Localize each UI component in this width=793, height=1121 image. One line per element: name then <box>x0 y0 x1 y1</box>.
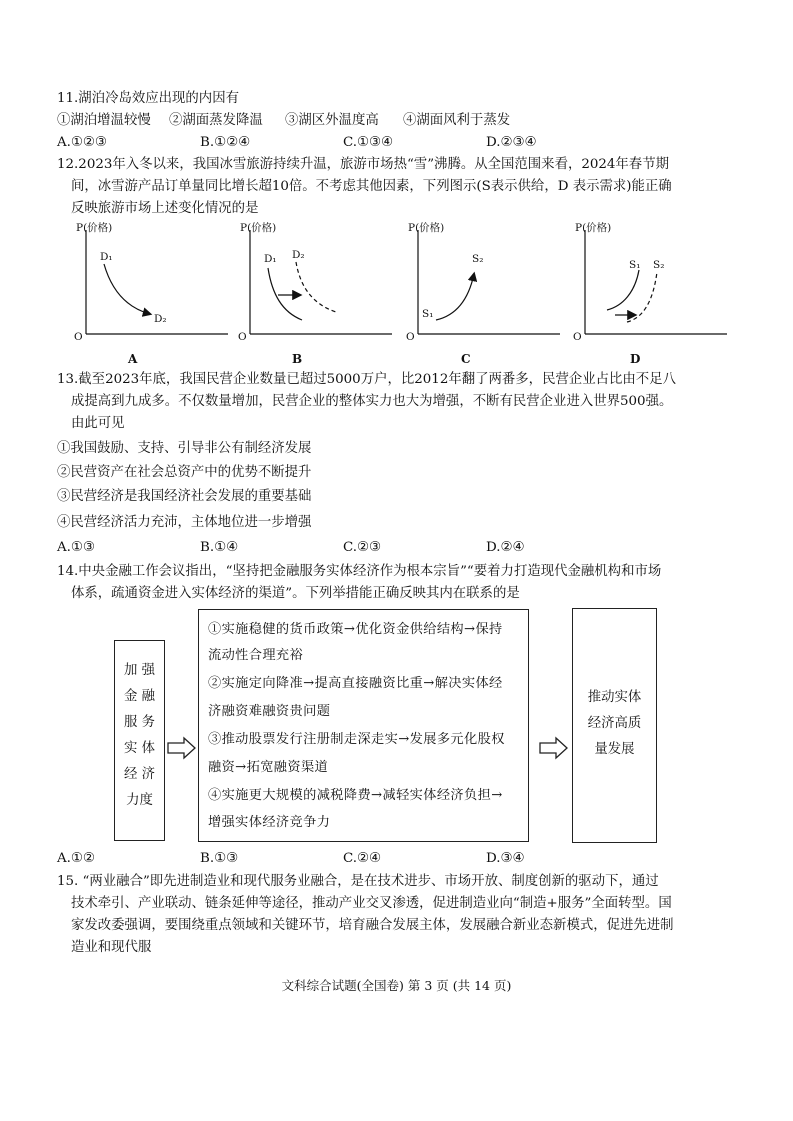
q14-right-box-line-3: 量发展 <box>594 742 635 757</box>
graph-b-y-label: P(价格) <box>240 222 277 234</box>
q11-option-d[interactable]: D.②③④ <box>486 135 537 150</box>
q14-left-box-line-1: 加 强 <box>123 663 156 678</box>
q14-left-box <box>114 640 165 841</box>
q13-stem-line-2: 成提高到九成多。不仅数量增加，民营企业的整体实力也大为增强，不断有民营企业进入世界500强。 <box>71 394 673 409</box>
graph-c[interactable] <box>400 222 565 357</box>
q11-item-3: ③湖区外温度高 <box>285 113 379 128</box>
graph-c-label: C <box>461 352 471 366</box>
q15-stem-line-3: 家发改委强调，要围绕重点领域和关键环节，培育融合发展主体，发展融合新业态新模式，促进先进制 <box>71 918 674 933</box>
q14-step-2b: 济融资难融资贵问题 <box>208 704 331 719</box>
q13-option-a[interactable]: A.①③ <box>57 540 95 555</box>
page-footer: 文科综合试题(全国卷) 第 3 页 (共 14 页) <box>281 978 512 993</box>
graph-a-curve-1: D₁ <box>100 251 113 263</box>
q13-option-c[interactable]: C.②③ <box>343 540 382 555</box>
q11-item-4: ④湖面风利于蒸发 <box>403 113 511 128</box>
graph-d-curve-2: S₂ <box>653 259 665 271</box>
q14-stem-line-1: 14.中央金融工作会议指出，“坚持把金融服务实体经济作为根本宗旨”“要着力打造现代金融机构和市场 <box>57 564 662 579</box>
q15-stem-line-4: 造业和现代服 <box>71 940 152 955</box>
q14-arrow-left-icon <box>166 736 198 760</box>
graph-d[interactable] <box>567 222 737 357</box>
graph-a-curve-2: D₂ <box>154 313 167 325</box>
q12-stem-line-3: 反映旅游市场上述变化情况的是 <box>71 201 259 216</box>
q14-step-4a: ④实施更大规模的减税降费→减轻实体经济负担→ <box>208 788 503 803</box>
q11-stem: 11.湖泊冷岛效应出现的内因有 <box>57 91 239 106</box>
q14-arrow-right-icon <box>538 736 570 760</box>
q13-option-b[interactable]: B.①④ <box>200 540 239 555</box>
q14-step-1a: ①实施稳健的货币政策→优化资金供给结构→保持 <box>208 622 503 637</box>
q14-option-b[interactable]: B.①③ <box>200 851 239 866</box>
graph-c-y-label: P(价格) <box>408 222 445 234</box>
graph-a-demand-shift-curve <box>104 264 150 314</box>
graph-c-curve-2: S₂ <box>472 253 484 265</box>
graph-a-y-label: P(价格) <box>76 222 113 234</box>
q14-left-box-line-6: 力度 <box>126 793 153 808</box>
graph-b-d2-curve <box>296 262 336 312</box>
q12-stem-line-2: 间，冰雪游产品订单量同比增长超10倍。不考虑其他因素，下列图示(S表示供给，D 表示需求)能正确 <box>71 179 672 194</box>
q12-stem-line-1: 12.2023年入冬以来，我国冰雪旅游持续升温，旅游市场热“雪”沸腾。从全国范围来看，2024年春节期 <box>57 157 669 172</box>
q14-step-1b: 流动性合理充裕 <box>208 648 304 663</box>
q13-stem-line-3: 由此可见 <box>71 416 125 431</box>
q14-right-box-line-2: 经济高质 <box>587 716 642 731</box>
graph-d-label: D <box>630 352 641 366</box>
q14-step-2a: ②实施定向降准→提高直接融资比重→解决实体经 <box>208 676 503 691</box>
graph-b-curve-2: D₂ <box>292 249 305 261</box>
graph-a-label: A <box>128 352 138 366</box>
graph-b-origin: O <box>238 331 247 343</box>
q15-stem-line-1: 15. “两业融合”即先进制造业和现代服务业融合，是在技术进步、市场开放、制度创新的驱动下，通过 <box>57 874 659 889</box>
q14-option-c[interactable]: C.②④ <box>343 851 382 866</box>
graph-b-label: B <box>292 352 303 366</box>
q11-items <box>57 112 510 130</box>
graph-d-y-label: P(价格) <box>575 222 612 234</box>
q14-option-a[interactable]: A.①② <box>57 851 95 866</box>
graph-b[interactable] <box>232 222 397 357</box>
q13-item-4: ④民营经济活力充沛，主体地位进一步增强 <box>57 515 312 530</box>
graph-c-supply-shift-curve <box>436 274 474 320</box>
q14-left-box-line-4: 实 体 <box>123 741 156 756</box>
q14-step-3a: ③推动股票发行注册制走深走实→发展多元化股权 <box>208 732 505 747</box>
q11-option-c[interactable]: C.①③④ <box>343 135 394 150</box>
q14-left-box-line-5: 经 济 <box>123 767 156 782</box>
graph-c-curve-1: S₁ <box>422 308 434 320</box>
q14-option-d[interactable]: D.③④ <box>486 851 525 866</box>
graph-b-d1-curve <box>268 268 302 320</box>
graph-a[interactable] <box>68 222 233 357</box>
q14-right-box-line-1: 推动实体 <box>587 690 642 705</box>
q13-item-3: ③民营经济是我国经济社会发展的重要基础 <box>57 489 312 504</box>
q11-option-b[interactable]: B.①②④ <box>200 135 251 150</box>
q14-middle-box <box>198 609 529 842</box>
q14-left-box-line-3: 服 务 <box>123 715 156 730</box>
q13-stem-line-1: 13.截至2023年底，我国民营企业数量已超过5000万户，比2012年翻了两番多，民营企业占比由不足八 <box>57 372 676 387</box>
graph-d-curve-1: S₁ <box>629 259 641 271</box>
q13-item-2: ②民营资产在社会总资产中的优势不断提升 <box>57 465 312 480</box>
graph-c-origin: O <box>406 331 415 343</box>
q13-item-1: ①我国鼓励、支持、引导非公有制经济发展 <box>57 441 312 456</box>
graph-b-curve-1: D₁ <box>264 253 277 265</box>
q14-stem-line-2: 体系，疏通资金进入实体经济的渠道”。下列举措能正确反映其内在联系的是 <box>71 586 520 601</box>
q11-item-2: ②湖面蒸发降温 <box>169 113 263 128</box>
graph-d-s1-curve <box>607 270 639 310</box>
q11-item-1: ①湖泊增温较慢 <box>57 113 151 128</box>
q14-left-box-line-2: 金 融 <box>123 689 156 704</box>
q13-option-d[interactable]: D.②④ <box>486 540 525 555</box>
q14-step-3b: 融资→拓宽融资渠道 <box>208 760 329 775</box>
graph-a-origin: O <box>74 331 83 343</box>
q11-option-a[interactable]: A.①②③ <box>57 135 107 150</box>
q15-stem-line-2: 技术牵引、产业联动、链条延伸等途径，推动产业交叉渗透，促进制造业向“制造+服务”全面转型。国 <box>71 896 672 911</box>
q14-step-4b: 增强实体经济竞争力 <box>208 815 331 830</box>
graph-d-origin: O <box>573 331 582 343</box>
q14-right-box <box>572 608 657 843</box>
